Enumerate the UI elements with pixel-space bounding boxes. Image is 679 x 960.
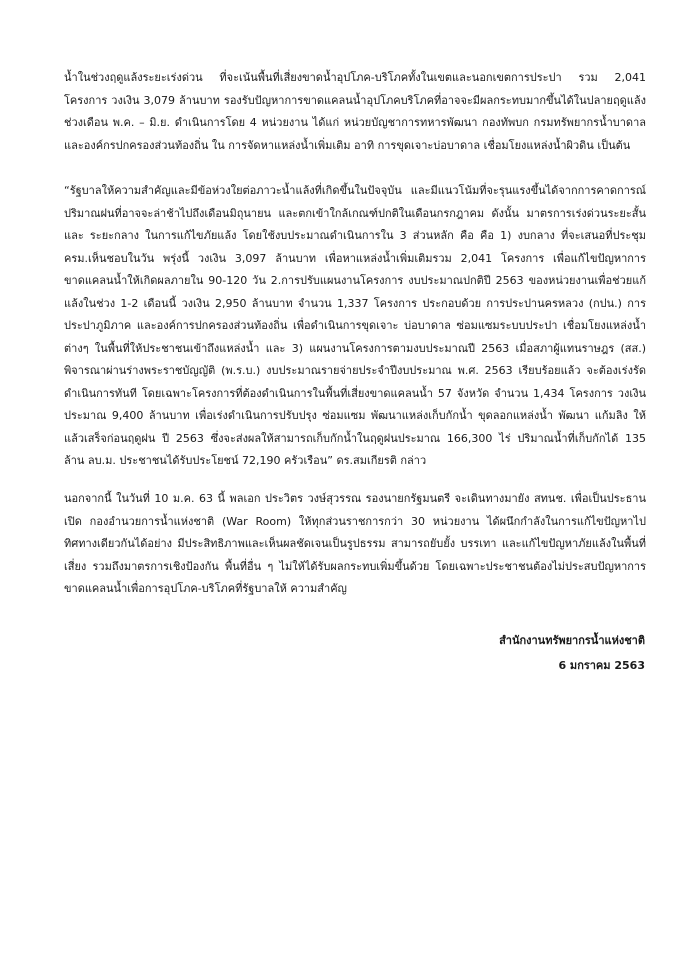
body-paragraph-3: นอกจากนี้ ในวันที่ 10 ม.ค. 63 นี้ พลเอก ประวิตร วงษ์สุวรรณ รองนายกรัฐมนตรี จะเดินทางมายัง สทนช. เพื่อเป็นประธานเปิด กองอำนวยการน้ำแห่งชาติ (War Room) ให้ทุกส่วนราชการกว่า 30 หน่วยงาน ได้ผนึกกำลังในการแก้ไขปัญหาไปทิศทางเดียวกันได้อย่าง มีประสิทธิภาพและเห็นผลชัดเจนเป็นรูปธรรม สามารถยับยั้ง บรรเทา และแก้ไขปัญหาภัยแล้งในพื้นที่เสี่ยง รวมถึงมาตรการเชิงป้องกัน พื้นที่อื่น ๆ ไม่ให้ได้รับผลกระทบเพิ่มขึ้นด้วย โดยเฉพาะประชาชนต้องไม่ประสบปัญหาการขาดแคลนน้ำเพื่อการอุปโภค-บริโภคที่รัฐบาลให้ ความสำคัญ — [64, 492, 646, 595]
signature-date: 6 มกราคม 2563 — [558, 659, 645, 672]
signature-organization: สำนักงานทรัพยากรน้ำแห่งชาติ — [499, 634, 645, 647]
body-paragraph-2-quote: “รัฐบาลให้ความสำคัญและมีข้อห่วงใยต่อภาวะน้ำแล้งที่เกิดขึ้นในปัจจุบัน และมีแนวโน้มที่จะรุนแรงขึ้นได้จากการคาดการณ์ ปริมาณฝนที่อาจจะล่าช้าไปถึงเดือนมิถุนายน และตกเข้าใกล้เกณฑ์ปกติในเดือนกรกฎาคม ดังนั้น มาตรการเร่งด่วนระยะสั้น และ ระยะกลาง ในการแก้ไขภัยแล้ง โดยใช้งบประมาณดำเนินการใน 3 ส่วนหลัก คือ คือ 1) งบกลาง ที่จะเสนอที่ประชุม ครม.เห็นชอบในวัน พรุ่งนี้ วงเงิน 3,097 ล้านบาท เพื่อหาแหล่งน้ำเพิ่มเติมรวม 2,041 โครงการ เพื่อแก้ไขปัญหาการขาดแคลนน้ำให้เกิดผลภายใน 90-120 วัน 2.การปรับแผนงานโครงการ งบประมาณปกติปี 2563 ของหน่วยงานเพื่อช่วยแก้แล้งในช่วง 1-2 เดือนนี้ วงเงิน 2,950 ล้านบาท จำนวน 1,337 โครงการ ประกอบด้วย การประปานครหลวง (กปน.) การประปาภูมิภาค และองค์การปกครองส่วนท้องถิ่น เพื่อดำเนินการขุดเจาะ บ่อบาดาล ซ่อมแซมระบบประปา เชื่อมโยงแหล่งน้ำต่างๆ ในพื้นที่ให้ประชาชนเข้าถึงแหล่งน้ำ และ 3) แผนงานโครงการตามงบประมาณปี 2563 เมื่อสภาผู้แทนราษฎร (สส.) พิจารณาผ่านร่างพระราชบัญญัติ (พ.ร.บ.) งบประมาณรายจ่ายประจำปีงบประมาณ พ.ศ. 2563 เรียบร้อยแล้ว จะต้องเร่งรัดดำเนินการทันที โดยเฉพาะโครงการที่ต้องดำเนินการในพื้นที่เสี่ยงขาดแคลนน้ำ 57 จังหวัด จำนวน 1,434 โครงการ วงเงินประมาณ 9,400 ล้านบาท เพื่อเร่งดำเนินการปรับปรุง ซ่อมแซม พัฒนาแหล่งเก็บกักน้ำ ขุดลอกแหล่งน้ำ พัฒนา แก้มลิง ให้แล้วเสร็จก่อนฤดูฝน ปี 2563 ซึ่งจะส่งผลให้สามารถเก็บกักน้ำในฤดูฝนประมาณ 166,300 ไร่ ปริมาณน้ำที่เก็บกักได้ 135 ล้าน ลบ.ม. ประชาชนได้รับประโยชน์ 72,190 ครัวเรือน” ดร.สมเกียรติ กล่าว — [64, 184, 646, 467]
body-paragraph-1: น้ำในช่วงฤดูแล้งระยะเร่งด่วน ที่จะเน้นพื้นที่เสี่ยงขาดน้ำอุปโภค-บริโภคทั้งในเขตและนอกเขตการประปา รวม 2,041 โครงการ วงเงิน 3,079 ล้านบาท รองรับปัญหาการขาดแคลนน้ำอุปโภคบริโภคที่อาจจะมีผลกระทบมากขึ้นได้ในปลายฤดูแล้งช่วงเดือน พ.ค. – มิ.ย. ดำเนินการโดย 4 หน่วยงาน ได้แก่ หน่วยบัญชาการทหารพัฒนา กองทัพบก กรมทรัพยากรน้ำบาดาล และองค์กรปกครองส่วนท้องถิ่น ใน การจัดหาแหล่งน้ำเพิ่มเติม อาทิ การขุดเจาะบ่อบาดาล เชื่อมโยงแหล่งน้ำผิวดิน เป็นต้น — [64, 71, 646, 152]
